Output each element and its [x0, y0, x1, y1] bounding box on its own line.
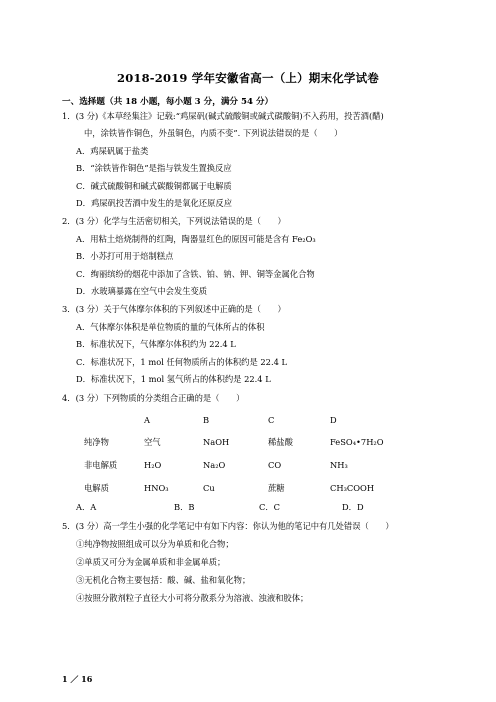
- section-heading: 一、选择题（共 18 小题，每小题 3 分，满分 54 分）: [62, 97, 274, 107]
- table-row-label: 纯净物: [84, 437, 109, 447]
- question-3-option-b: B．标准状况下，气体摩尔体积约为 22.4 L: [76, 339, 236, 349]
- question-4-stem: 4．(3 分）下列物质的分类组合正确的是（ ）: [62, 393, 245, 403]
- question-1-option-b: B．“涂铁皆作铜色”是指与铁发生置换反应: [76, 163, 232, 173]
- question-1-option-d: D．鸡屎矾投苦酒中发生的是氧化还原反应: [76, 198, 232, 208]
- table-cell: FeSO₄•7H₂O: [330, 437, 384, 447]
- question-5-item: ③无机化合物主要包括：酸、碱、盐和氧化物；: [76, 575, 251, 585]
- question-1-stem-line1: 1．(3 分)《本草经集注》记载:“鸡屎矾(碱式硫酸铜或碱式碳酸铜)不入药用，投苦酒(醋): [62, 111, 384, 121]
- question-5-item: ①纯净物按照组成可以分为单质和化合物；: [76, 539, 234, 549]
- table-cell: Na₂O: [203, 460, 226, 470]
- table-cell: NaOH: [203, 437, 230, 447]
- table-cell: 稀盐酸: [268, 437, 293, 447]
- question-4-option-c: C．C: [259, 502, 280, 512]
- question-4-option-d: D．D: [342, 502, 364, 512]
- question-1-option-a: A．鸡屎矾属于盐类: [76, 146, 149, 156]
- question-4-option-a: A．A: [76, 502, 97, 512]
- question-5-item: ④按照分散剂粒子直径大小可将分散系分为溶液、浊液和胶体；: [76, 593, 309, 603]
- question-3-option-c: C．标准状况下，1 mol 任何物质所占的体积约是 22.4 L: [76, 357, 288, 367]
- question-3-stem: 3．(3 分）关于气体摩尔体积的下列叙述中正确的是（ ）: [62, 304, 286, 314]
- table-cell: NH₃: [330, 460, 348, 470]
- table-cell: 蔗糖: [268, 483, 285, 493]
- table-header-cell: C: [268, 415, 275, 425]
- table-cell: HNO₃: [144, 483, 169, 493]
- table-cell: CO: [268, 460, 282, 470]
- question-1-option-c: C．碱式硫酸铜和碱式碳酸铜都属于电解质: [76, 181, 232, 191]
- table-cell: H₂O: [144, 460, 162, 470]
- table-row-label: 电解质: [84, 483, 109, 493]
- question-2-stem: 2．(3 分）化学与生活密切相关，下列说法错误的是（ ）: [62, 216, 286, 226]
- table-header-cell: A: [144, 415, 150, 425]
- table-cell: CH₃COOH: [330, 483, 375, 493]
- question-2-option-d: D．水玻璃暴露在空气中会发生变质: [76, 286, 208, 296]
- page-number: 1 ／ 16: [62, 674, 93, 684]
- table-cell: Cu: [203, 483, 215, 493]
- question-2-option-c: C．绚丽缤纷的烟花中添加了含铁、铂、钠、钾、铜等金属化合物: [76, 269, 315, 279]
- question-3-option-d: D．标准状况下，1 mol 氢气所占的体积约是 22.4 L: [76, 374, 271, 384]
- question-5-stem: 5．(3 分）高一学生小强的化学笔记中有如下内容：你认为他的笔记中有几处错误（ ）: [62, 521, 394, 531]
- table-header-cell: B: [203, 415, 210, 425]
- question-5-item: ②单质又可分为金属单质和非金属单质；: [76, 557, 226, 567]
- question-1-stem-line2: 中，涂铁皆作铜色，外虽铜色，内质不变”. 下列说法错误的是（ ）: [84, 128, 343, 138]
- table-header-cell: D: [330, 415, 337, 425]
- question-3-option-a: A．气体摩尔体积是单位物质的量的气体所占的体积: [76, 322, 265, 332]
- exam-title: 2018-2019 学年安徽省高一（上）期末化学试卷: [117, 71, 379, 85]
- question-4-option-b: B．B: [174, 502, 195, 512]
- table-row-label: 非电解质: [84, 460, 118, 470]
- question-2-option-b: B．小苏打可用于焙制糕点: [76, 251, 174, 261]
- question-2-option-a: A．用粘土焙烧制得的红陶，陶器显红色的原因可能是含有 Fe₂O₃: [76, 234, 316, 244]
- table-cell: 空气: [144, 437, 161, 447]
